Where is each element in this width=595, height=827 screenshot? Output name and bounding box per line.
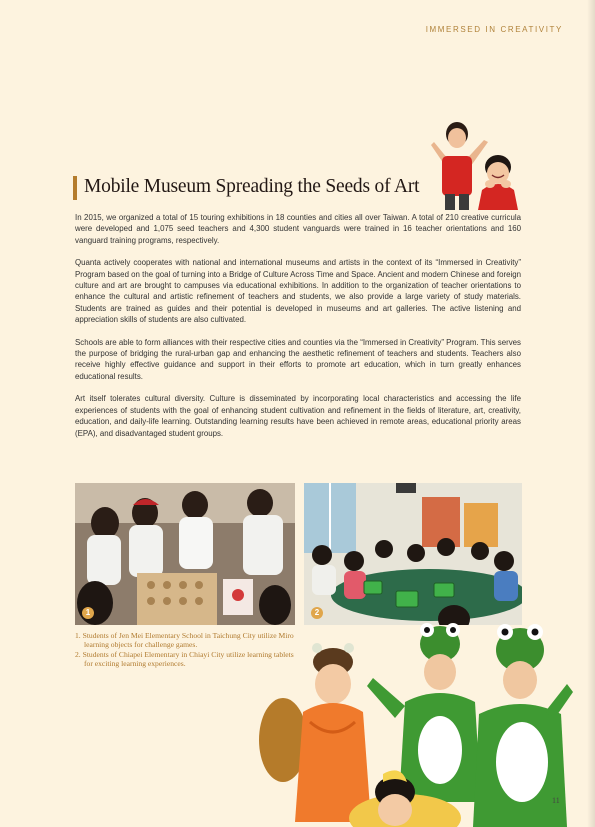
photo-students-tablets bbox=[304, 483, 522, 625]
page-edge-shadow bbox=[587, 0, 595, 827]
paragraph-1: In 2015, we organized a total of 15 touring exhibitions in 18 counties and cities all over Taiwan. A total of 210 creative curricula were developed and 1,075 seed teachers and 4,300 student vanguards were trained in 16 teacher orientations and 160 vanguard training programs, respectively. bbox=[75, 213, 521, 245]
page-number: 11 bbox=[552, 796, 560, 805]
paragraph-2: Quanta actively cooperates with national and international museums and artists in the context of its “Immersed in Creativity” Program based on the goal of turning into a Bridge of Culture Across Time and Space. Ancient and modern Chinese and foreign culture and art are brought to campuses via educational exhibitions. In addition to the organization of teacher orientations to enhance the cultural and artistic refinement of teachers and students, we also provide a large variety of study materials. Students are trained as guides and their potential is developed in museums and art galleries. The active listening and appreciation skills of students are also cultivated. bbox=[75, 258, 521, 325]
caption-1: 1. Students of Jen Mei Elementary School in Taichung City utilize Miro learning objects for challenge games. bbox=[75, 631, 294, 650]
photo-number-badge: 1 bbox=[82, 607, 94, 619]
paragraph-4: Art itself tolerates cultural diversity. Culture is disseminated by incorporating local characteristics and accessing the life experiences of students with the goal of enhancing student cultivation and refinement in the fields of literature, art, creativity, education, and daily-life learning. Outstanding learning results have been achieved in remote areas, educational priority areas (EPA), and disadvantaged student groups. bbox=[75, 394, 521, 438]
caption-2: 2. Students of Chiapei Elementary in Chiayi City utilize learning tablets for exciting learning experiences. bbox=[75, 649, 294, 669]
title-accent-bar bbox=[73, 176, 77, 200]
children-costume-photo bbox=[255, 622, 580, 827]
photo-students-miro-game bbox=[75, 483, 295, 625]
article-body bbox=[75, 212, 521, 450]
children-top-photo bbox=[412, 112, 524, 210]
section-header: IMMERSED IN CREATIVITY bbox=[425, 25, 563, 34]
article-title: Mobile Museum Spreading the Seeds of Art bbox=[84, 176, 420, 197]
paragraph-3: Schools are able to form alliances with their respective cities and counties via the “Immersed in Creativity” Program. This serves the purpose of bridging the rural-urban gap and enhancing the aesthetic refinement of teachers and students. Teachers also receive highly effective guidance and support in their efforts to promote art education, which in turn greatly enhances educational results. bbox=[75, 337, 521, 381]
photo-number-badge: 2 bbox=[311, 607, 323, 619]
